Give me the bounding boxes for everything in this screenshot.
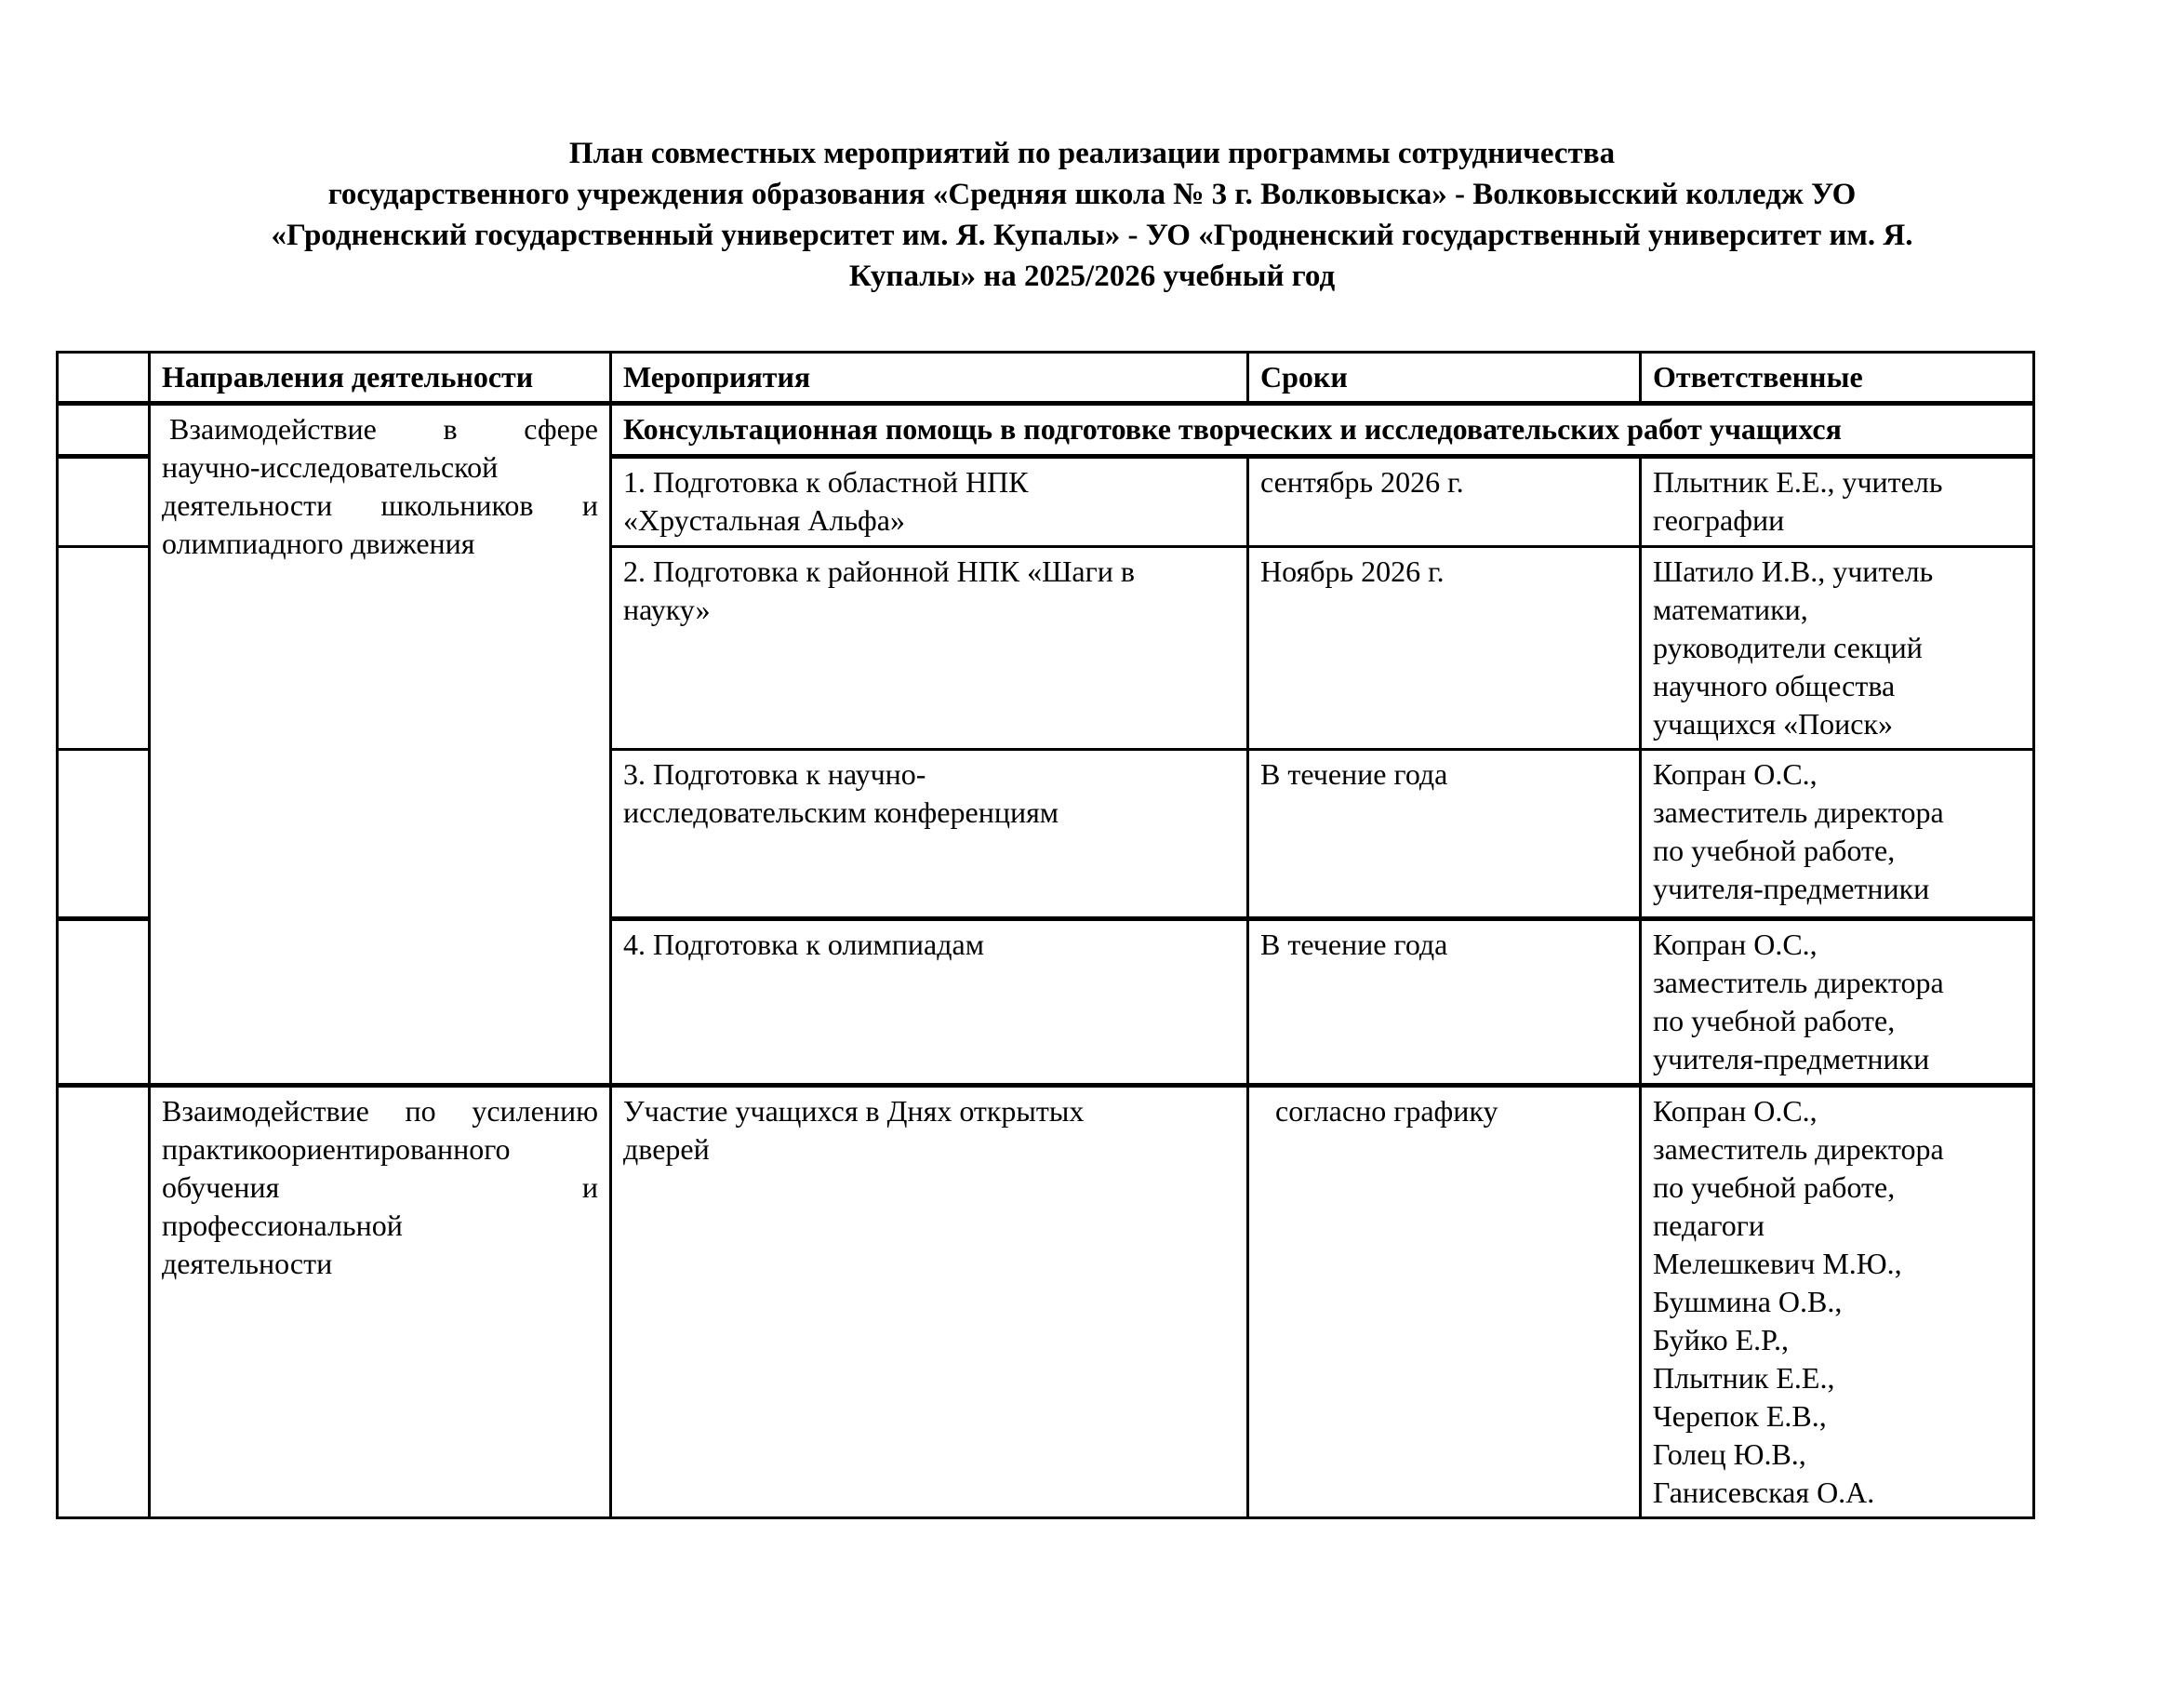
header-timing: Сроки — [1248, 353, 1641, 404]
empty-number-cell — [58, 457, 150, 547]
timing-cell-2: Ноябрь 2026 г. — [1248, 547, 1641, 750]
responsible-cell-1: Плытник Е.Е., учитель географии — [1641, 457, 2034, 547]
empty-number-cell — [58, 547, 150, 750]
table-row-5 — [58, 1086, 2034, 1518]
header-responsible: Ответственные — [1641, 353, 2034, 404]
activity-cell-3: 3. Подготовка к научно- исследовательским конференциям — [611, 750, 1248, 919]
section1-banner-row — [58, 404, 2034, 457]
timing-cell-3: В течение года — [1248, 750, 1641, 919]
header-activities: Мероприятия — [611, 353, 1248, 404]
activity-cell-4: 4. Подготовка к олимпиадам — [611, 919, 1248, 1086]
timing-cell-1: сентябрь 2026 г. — [1248, 457, 1641, 547]
header-directions: Направления деятельности — [150, 353, 611, 404]
timing-cell-4: В течение года — [1248, 919, 1641, 1086]
empty-number-cell — [58, 750, 150, 919]
header-number-cell — [58, 353, 150, 404]
timing-cell-5: согласно графику — [1248, 1086, 1641, 1518]
responsible-cell-3: Копран О.С., заместитель директора по учебной работе, учителя-предметники — [1641, 750, 2034, 919]
empty-number-cell — [58, 1086, 150, 1518]
activity-cell-2: 2. Подготовка к районной НПК «Шаги в науку» — [611, 547, 1248, 750]
responsible-cell-2: Шатило И.В., учитель математики, руководители секций научного общества учащихся «Поиск» — [1641, 547, 2034, 750]
direction-cell-section1: Взаимодействие в сфере научно-исследовательской деятельности школьников и олимпиадного движения — [150, 404, 611, 1086]
responsible-cell-4: Копран О.С., заместитель директора по учебной работе, учителя-предметники — [1641, 919, 2034, 1086]
plan-table — [56, 351, 2035, 1519]
empty-number-cell — [58, 404, 150, 457]
empty-number-cell — [58, 919, 150, 1086]
activity-cell-5: Участие учащихся в Днях открытых дверей — [611, 1086, 1248, 1518]
section1-banner: Консультационная помощь в подготовке творческих и исследовательских работ учащихся — [611, 404, 2034, 457]
direction-cell-section2: Взаимодействие по усилению практикоориентированного обучения и профессиональной деятельности — [150, 1086, 611, 1518]
responsible-cell-5: Копран О.С., заместитель директора по учебной работе, педагоги Мелешкевич М.Ю., Бушмина О.В., Буйко Е.Р., Плытник Е.Е., Черепок Е.В., Голец Ю.В., Ганисевская О.А. — [1641, 1086, 2034, 1518]
document-page — [0, 133, 2184, 1683]
activity-cell-1: 1. Подготовка к областной НПК «Хрустальная Альфа» — [611, 457, 1248, 547]
table-header-row — [58, 353, 2034, 404]
document-title: План совместных мероприятий по реализации программы сотрудничества государственного учреждения образования «Средняя школа № 3 г. Волковыска» - Волковысский колледж УО «Гродненский государственный университет им. Я. Купалы» - УО «Гродненский государственный университет им. Я. Купалы» на 2025/2026 учебный год — [271, 137, 1913, 293]
